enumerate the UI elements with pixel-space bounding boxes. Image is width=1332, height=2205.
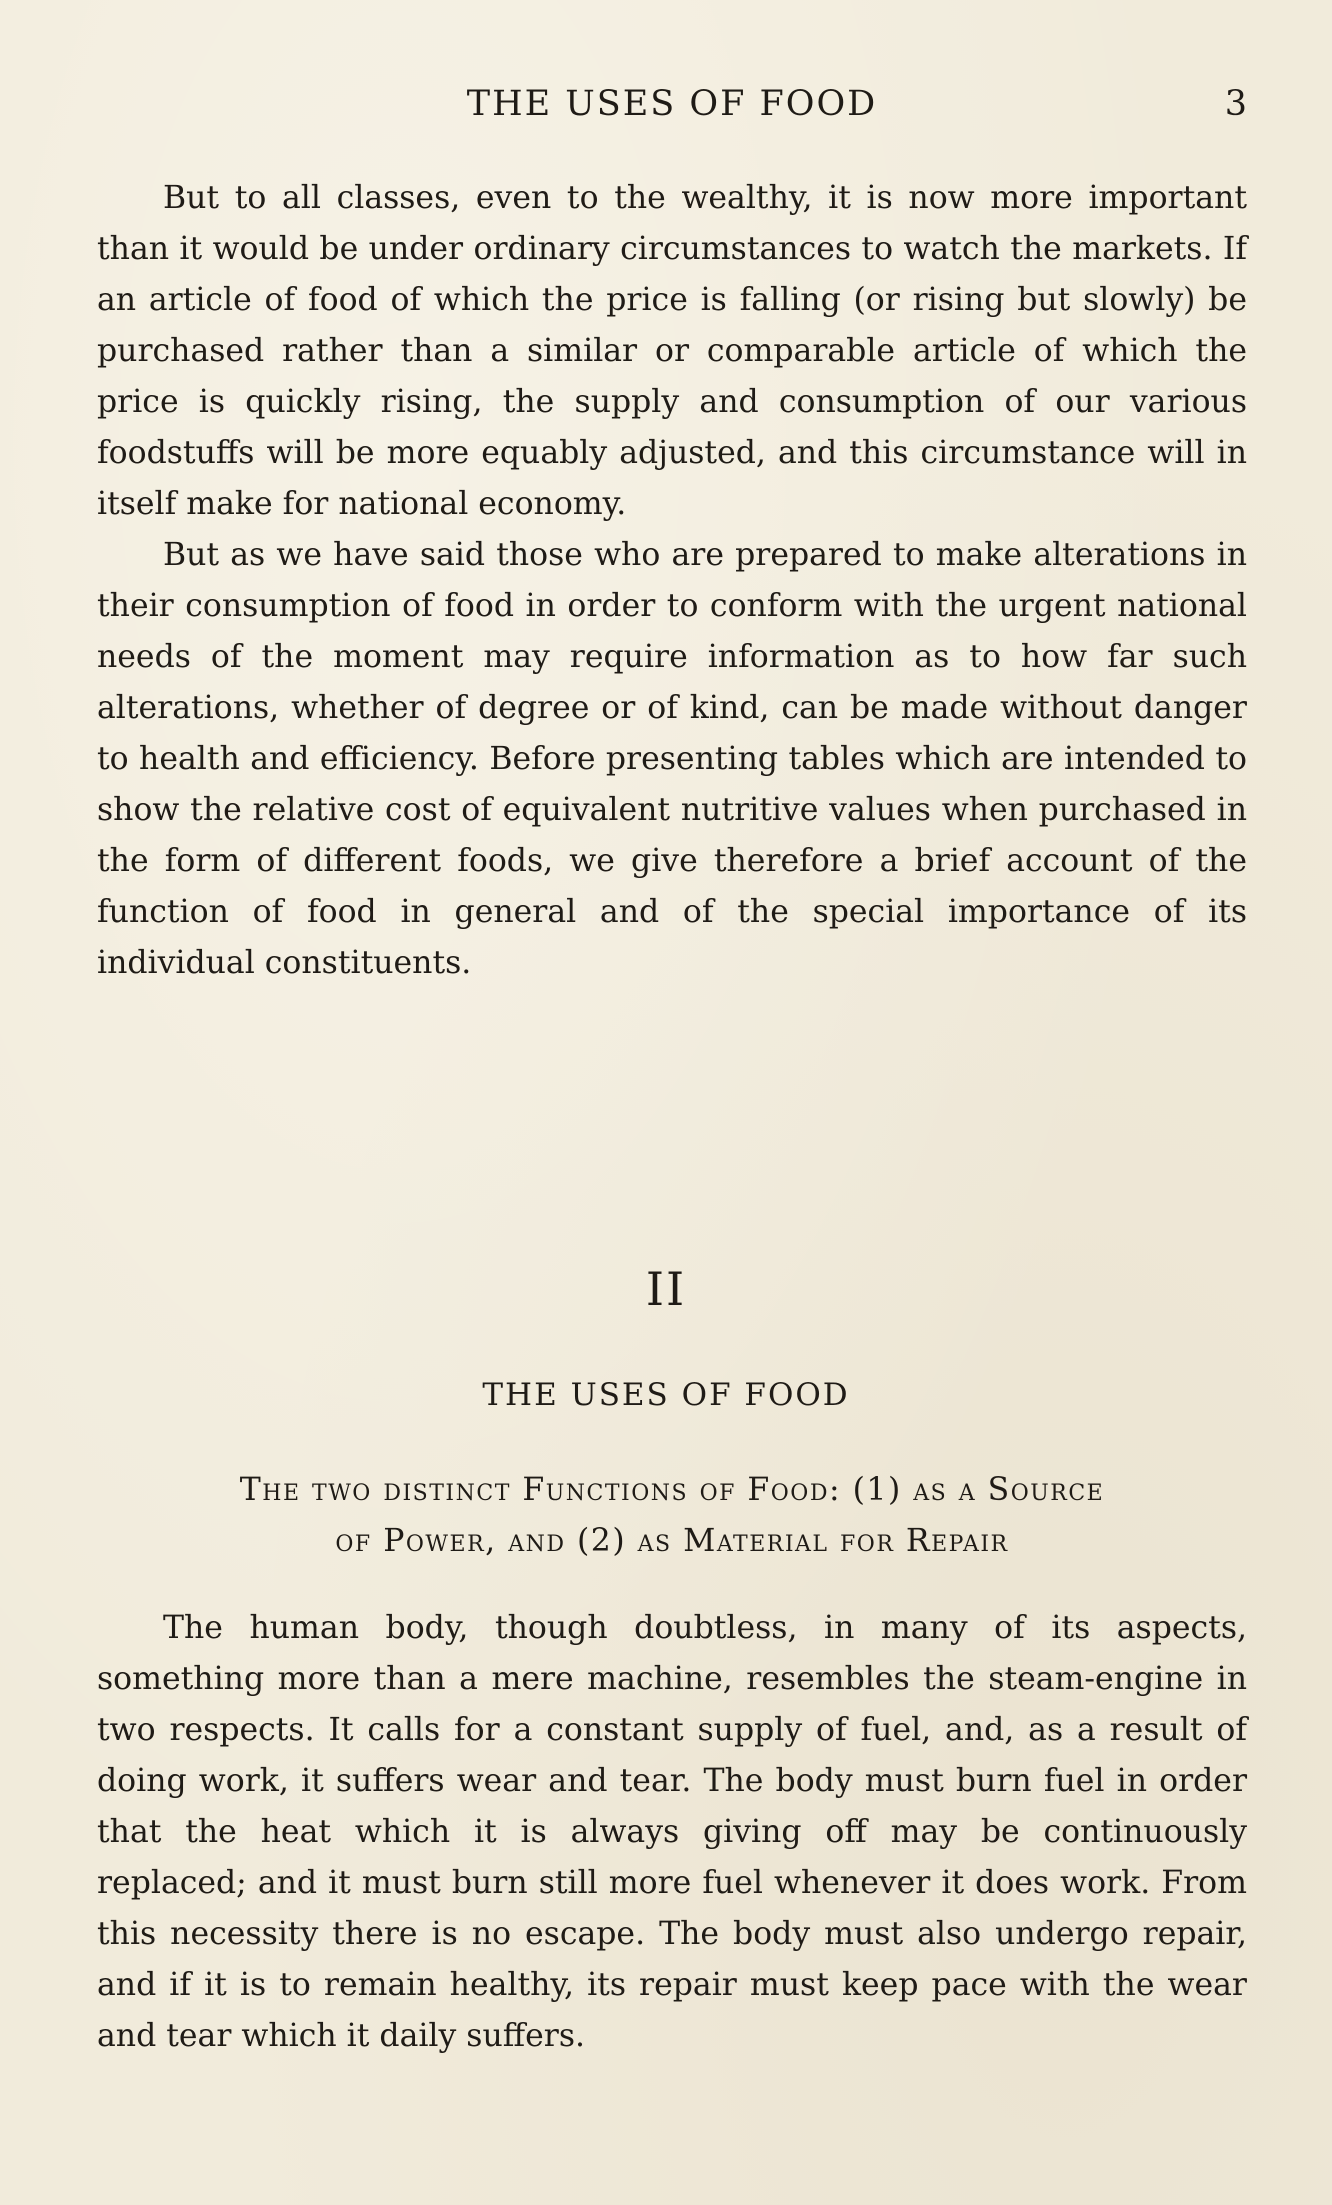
page-number: 3 <box>1224 84 1247 124</box>
chapter-numeral: II <box>645 1262 687 1316</box>
paragraph: But as we have said those who are prepared to make alterations in their consumption of food in order to conform with the urgent national needs of the moment may require information as to how far such alterations, whether of degree or of kind, can be made without danger to health and efficiency. Before presenting tables which are intended to show the relative cost of equivalent nutritive values when purchased in the form of different foods, we give therefore a brief account of the function of food in general and of the special importance of its individual constituents. <box>97 537 1247 981</box>
section-heading-line: of Power, and (2) as Material for Repair <box>335 1523 1009 1559</box>
section-heading-line: The two distinct Functions of Food: (1) as a Source <box>239 1472 1105 1508</box>
chapter-title: THE USES OF FOOD <box>482 1377 850 1413</box>
section-heading <box>97 1465 1247 1567</box>
running-title: THE USES OF FOOD <box>466 84 878 124</box>
paragraph: The human body, though doubtless, in many of its aspects, something more than a mere machine, resembles the steam-engine in two respects. It calls for a constant supply of fuel, and, as a result of doing work, it suffers wear and tear. The body must burn fuel in order that the heat which it is always giving off may be continuously replaced; and it must burn still more fuel whenever it does work. From this necessity there is no escape. The body must also undergo repair, and if it is to remain healthy, its repair must keep pace with the wear and tear which it daily suffers. <box>97 1610 1247 2054</box>
paragraph: But to all classes, even to the wealthy, it is now more important than it would be under ordinary circumstances to watch the markets. If an article of food of which the price is falling (or rising but slowly) be purchased rather than a similar or comparable article of which the price is quickly rising, the supply and consumption of our various foodstuffs will be more equably adjusted, and this circumstance will in itself make for national economy. <box>97 180 1247 522</box>
intro-text <box>97 173 1247 989</box>
chapter-text <box>97 1603 1247 2062</box>
running-head <box>97 84 1247 134</box>
